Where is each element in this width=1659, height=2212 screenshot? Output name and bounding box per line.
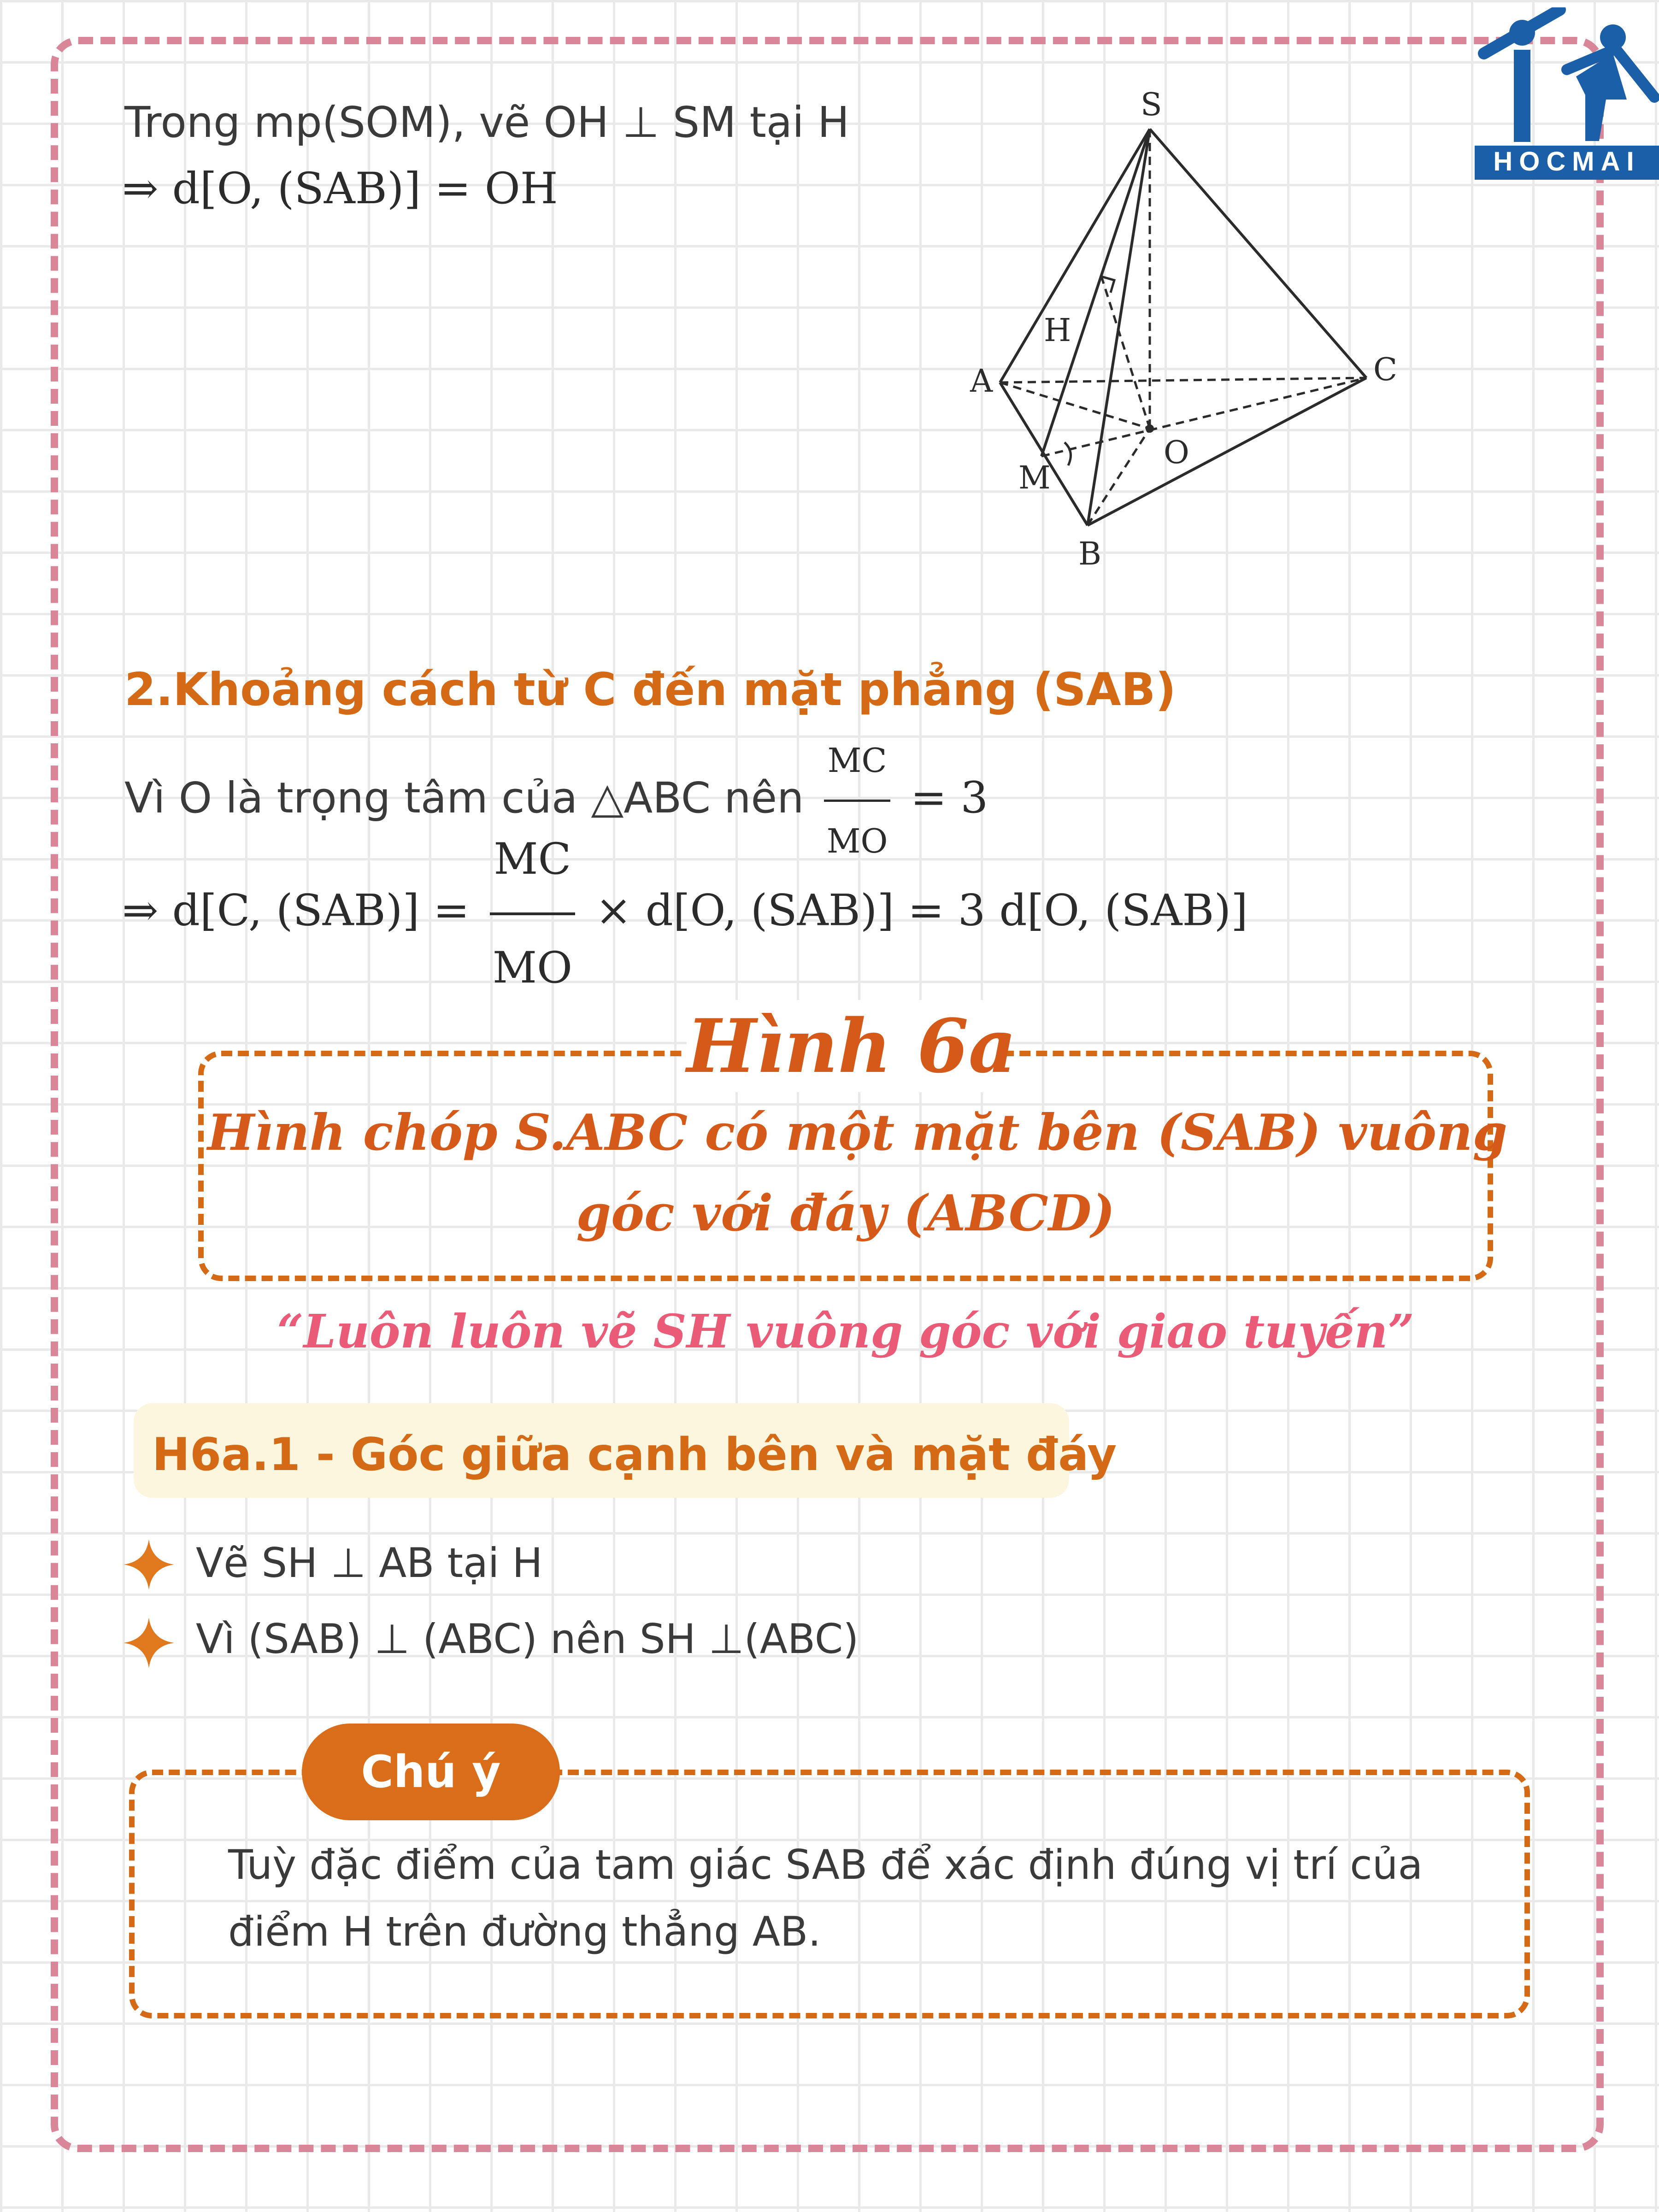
hinh6a-subtitle-line1: Hình chóp S.ABC có một mặt bên (SAB) vuông: [207, 1104, 1508, 1162]
label-B: B: [1078, 536, 1101, 572]
note-label-pill: Chú ý: [302, 1724, 560, 1820]
edge-SB: [1088, 129, 1150, 525]
fraction-mc-mo: [490, 806, 575, 1021]
label-H: H: [1044, 312, 1071, 349]
pyramid-figure: [945, 83, 1429, 581]
fraction-denominator: MO: [826, 822, 888, 860]
angle-mark-M: [1065, 442, 1071, 465]
edge-AB: [1000, 382, 1088, 525]
section2-line2: [122, 806, 1248, 1021]
edge-SC: [1150, 129, 1366, 378]
section2-line2-lhs: ⇒ d[C, (SAB)] =: [122, 885, 470, 936]
fraction-numerator: MC: [490, 806, 575, 915]
h6a1-heading: H6a.1 - Góc giữa cạnh bên và mặt đáy: [152, 1429, 1117, 1481]
h6a1-bullet-2: Vì (SAB) ⊥ (ABC) nên SH ⊥(ABC): [196, 1615, 859, 1663]
hinh6a-subtitle-line2: góc với đáy (ABCD): [576, 1184, 1115, 1242]
logo-text: HOCMAI: [1493, 147, 1641, 176]
section2-heading: 2.Khoảng cách từ C đến mặt phẳng (SAB): [124, 664, 1177, 716]
point-O: [1146, 424, 1154, 433]
h6a1-bullet-1: Vẽ SH ⊥ AB tại H: [196, 1539, 543, 1587]
note-line-1: Tuỳ đặc điểm của tam giác SAB để xác định đúng vị trí của: [228, 1841, 1423, 1888]
note-line-2: điểm H trên đường thẳng AB.: [228, 1908, 821, 1955]
label-C: C: [1373, 352, 1398, 388]
hocmai-logo: [1475, 7, 1659, 180]
label-M: M: [1018, 460, 1051, 496]
label-A: A: [970, 363, 993, 400]
segment-OH: [1101, 276, 1150, 429]
hinh6a-quote: “Luôn luôn vẽ SH vuông góc với giao tuyến”: [277, 1304, 1414, 1359]
edge-SA: [1000, 129, 1150, 382]
star-bullet-icon: [124, 1618, 174, 1668]
section2-line2-rhs: × d[O, (SAB)] = 3 d[O, (SAB)]: [595, 885, 1248, 936]
label-O: O: [1164, 435, 1189, 471]
section2-line1-text: Vì O là trọng tâm của △ABC nên: [124, 773, 804, 823]
intro-line-2: ⇒ d[O, (SAB)] = OH: [122, 164, 558, 214]
label-S: S: [1141, 87, 1162, 123]
star-bullet-icon: [124, 1539, 174, 1590]
fraction-numerator: MC: [824, 721, 891, 802]
edge-AC-hidden: [1000, 378, 1366, 382]
hinh6a-title: Hình 6a: [687, 1000, 1000, 1092]
median-MC: [1041, 378, 1366, 456]
fraction-denominator: MO: [492, 943, 573, 993]
section2-line1-rhs: = 3: [910, 772, 988, 823]
intro-line-1: Trong mp(SOM), vẽ OH ⊥ SM tại H: [124, 98, 850, 147]
edge-SM: [1041, 129, 1150, 456]
two-people-logo-icon: [1484, 10, 1654, 142]
edge-BC: [1088, 378, 1366, 525]
